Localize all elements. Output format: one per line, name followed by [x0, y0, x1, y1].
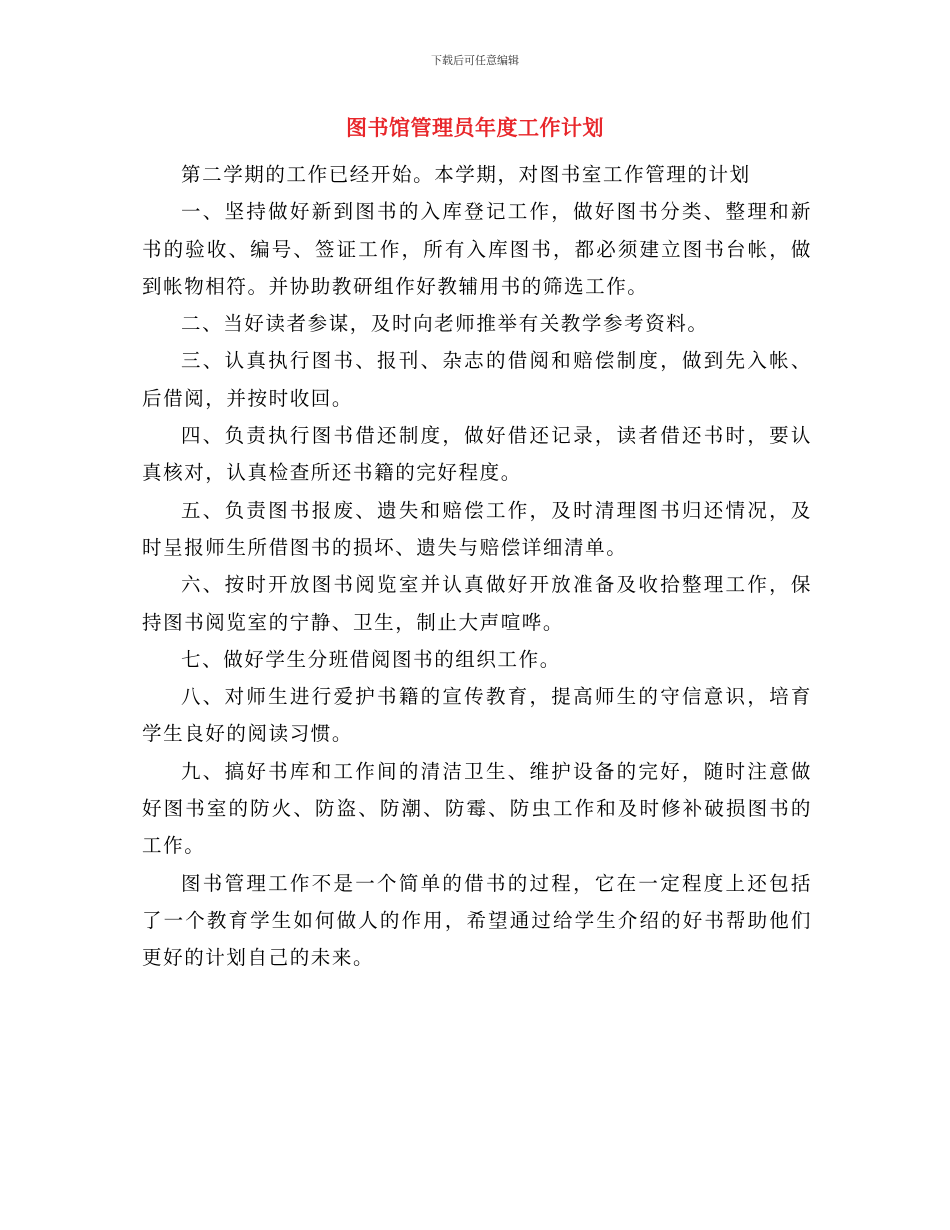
paragraph-item-3: 三、认真执行图书、报刊、杂志的借阅和赔偿制度，做到先入帐、后借阅，并按时收回。 [142, 349, 812, 410]
page-header: 下载后可任意编辑 [431, 54, 519, 67]
paragraph-item-1: 一、坚持做好新到图书的入库登记工作，做好图书分类、整理和新书的验收、编号、签证工作，所有入库图书，都必须建立图书台帐，做到帐物相符。并协助教研组作好教辅用书的筛选工作。 [142, 200, 812, 298]
paragraph-item-9: 九、搞好书库和工作间的清洁卫生、维护设备的完好，随时注意做好图书室的防火、防盗、防潮、防霉、防虫工作和及时修补破损图书的工作。 [142, 759, 812, 858]
paragraph-item-5: 五、负责图书报废、遗失和赔偿工作，及时清理图书归还情况，及时呈报师生所借图书的损坏、遗失与赔偿详细清单。 [142, 498, 812, 559]
paragraph-item-8: 八、对师生进行爱护书籍的宣传教育，提高师生的守信意识，培育学生良好的阅读习惯。 [142, 685, 812, 746]
paragraph-item-2: 二、当好读者参谋，及时向老师推举有关教学参考资料。 [181, 312, 709, 336]
paragraph-intro: 第二学期的工作已经开始。本学期，对图书室工作管理的计划 [181, 163, 751, 186]
paragraph-item-4: 四、负责执行图书借还制度，做好借还记录，读者借还书时，要认真核对，认真检查所还书籍的完好程度。 [142, 424, 812, 485]
document-title: 图书馆管理员年度工作计划 [346, 116, 604, 140]
document-body [142, 156, 812, 977]
paragraph-conclusion: 图书管理工作不是一个简单的借书的过程，它在一定程度上还包括了一个教育学生如何做人的作用，希望通过给学生介绍的好书帮助他们更好的计划自己的未来。 [142, 871, 812, 970]
paragraph-item-6: 六、按时开放图书阅览室并认真做好开放准备及收拾整理工作，保持图书阅览室的宁静、卫生，制止大声喧哗。 [142, 573, 812, 634]
paragraph-item-7: 七、做好学生分班借阅图书的组织工作。 [181, 647, 561, 671]
